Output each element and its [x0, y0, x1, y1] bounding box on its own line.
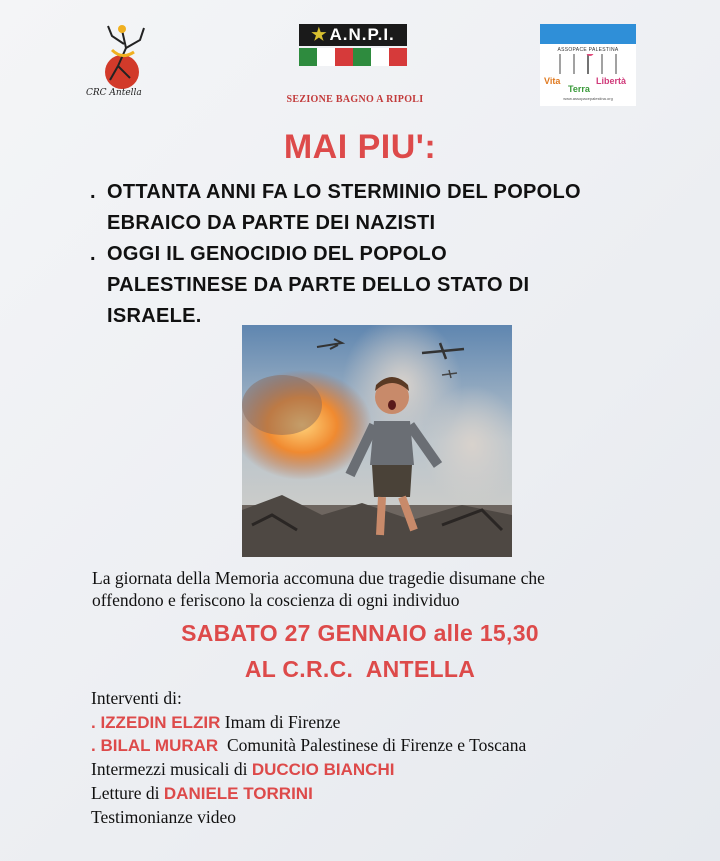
statement-item — [90, 239, 690, 332]
child-running-war-photo-icon — [242, 325, 512, 557]
bullet-mark: . — [90, 243, 96, 265]
italian-flag-icon — [299, 48, 407, 66]
event-place: AL C.R.C. ANTELLA — [244, 656, 476, 682]
crc-logo-text: CRC Antella — [86, 88, 142, 98]
video-row: Testimonianze video — [91, 806, 237, 827]
anpi-logo — [299, 24, 407, 66]
star-icon: ★ — [311, 25, 328, 44]
anpi-logo-text: A.N.P.I. — [329, 25, 395, 44]
program-heading: Interventi di: — [91, 688, 182, 708]
poster-title: MAI PIU': — [283, 128, 437, 166]
speaker-name: . IZZEDIN ELZIR — [91, 712, 221, 732]
music-prefix: Intermezzi musicali di — [91, 759, 248, 780]
anpi-section-name: SEZIONE BAGNO A RIPOLI — [286, 94, 424, 105]
speaker-name: . BILAL MURAR — [91, 736, 219, 756]
speaker-role: Comunità Palestinese di Firenze e Toscana — [226, 735, 527, 756]
statement-line: OTTANTA ANNI FA LO STERMINIO DEL POPOLO — [107, 181, 581, 203]
intro-text — [92, 567, 692, 611]
readings-row — [91, 782, 711, 806]
assopace-word: Vita — [544, 76, 561, 86]
readings-name: DANIELE TORRINI — [163, 783, 313, 803]
event-date: SABATO 27 GENNAIO alle 15,30 — [181, 620, 539, 646]
music-row — [91, 758, 711, 782]
statement-line: EBRAICO DA PARTE DEI NAZISTI — [107, 212, 436, 234]
speaker-role: Imam di Firenze — [224, 711, 341, 732]
statement-list — [90, 177, 690, 332]
assopace-word: Libertà — [596, 76, 627, 86]
statement-line: PALESTINESE DA PARTE DELLO STATO DI — [107, 274, 530, 296]
intro-line: La giornata della Memoria accomuna due tragedie disumane che — [92, 568, 545, 588]
intro-line: offendono e feriscono la coscienza di ogni individuo — [92, 590, 460, 610]
readings-prefix: Letture di — [91, 782, 160, 803]
speaker-row — [91, 711, 711, 735]
assopace-name: ASSOPACE PALESTINA — [557, 47, 619, 53]
balloon-figure-icon — [550, 54, 626, 74]
assopace-logo — [540, 24, 636, 106]
program-list — [91, 687, 711, 829]
statement-line: ISRAELE. — [107, 305, 202, 327]
bullet-mark: . — [90, 181, 96, 203]
assopace-url: www.assopacepalestina.org — [563, 96, 613, 101]
assopace-word: Terra — [568, 84, 590, 94]
speaker-row — [91, 734, 711, 758]
music-name: DUCCIO BIANCHI — [251, 760, 395, 780]
statement-line: OGGI IL GENOCIDIO DEL POPOLO — [107, 243, 447, 265]
statement-item — [90, 177, 690, 239]
